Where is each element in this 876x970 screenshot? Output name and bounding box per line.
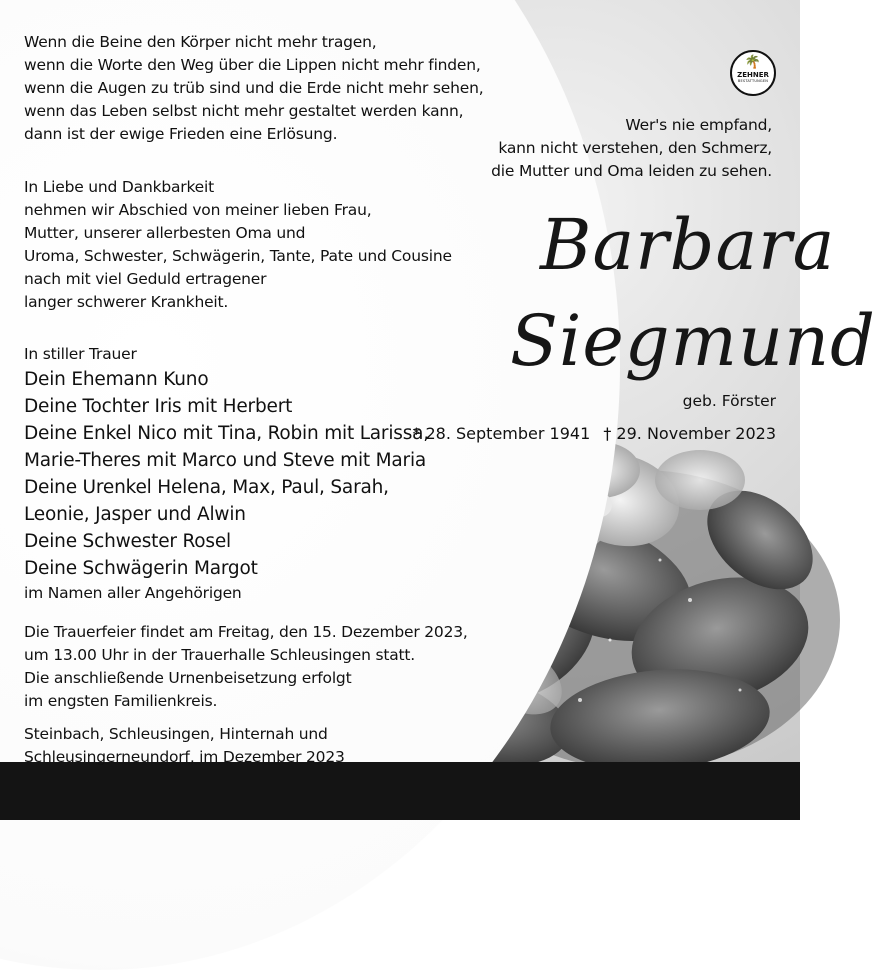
poem <box>24 31 483 146</box>
intro-line: nehmen wir Abschied von meiner lieben Frau, <box>24 201 372 219</box>
deceased-first-name: Barbara <box>540 204 836 286</box>
death-date: † 29. November 2023 <box>603 424 776 443</box>
quote-line: die Mutter und Oma leiden zu sehen. <box>491 162 772 180</box>
birth-date: * 28. September 1941 <box>412 424 591 443</box>
maiden-name: geb. Förster <box>682 392 776 410</box>
intro-line: langer schwerer Krankheit. <box>24 293 229 311</box>
service-line: Die Trauerfeier findet am Freitag, den 15. Dezember 2023, <box>24 623 468 641</box>
mourners-list <box>24 343 429 605</box>
mourners-closing: im Namen aller Angehörigen <box>24 584 242 602</box>
mourner-entry: Deine Schwester Rosel <box>24 531 231 552</box>
mourner-entry: Marie-Theres mit Marco und Steve mit Maria <box>24 450 427 471</box>
quote-line: Wer's nie empfand, <box>625 116 772 134</box>
poem-line: Wenn die Beine den Körper nicht mehr tragen, <box>24 33 377 51</box>
poem-line: wenn das Leben selbst nicht mehr gestaltet werden kann, <box>24 102 464 120</box>
poem-line: wenn die Worte den Weg über die Lippen nicht mehr finden, <box>24 56 481 74</box>
service-line: um 13.00 Uhr in der Trauerhalle Schleusingen statt. <box>24 646 415 664</box>
service-line: Die anschließende Urnenbeisetzung erfolgt <box>24 669 352 687</box>
funeral-home-logo <box>730 50 776 96</box>
place-line: Steinbach, Schleusingen, Hinternah und <box>24 725 328 743</box>
mourner-entry: Leonie, Jasper und Alwin <box>24 504 246 525</box>
mourner-entry: Deine Enkel Nico mit Tina, Robin mit Larissa, <box>24 423 429 444</box>
intro-line: In Liebe und Dankbarkeit <box>24 178 215 196</box>
place-and-date <box>24 723 345 769</box>
service-line: im engsten Familienkreis. <box>24 692 218 710</box>
mourner-entry: Deine Schwägerin Margot <box>24 558 258 579</box>
mourner-entry: Deine Urenkel Helena, Max, Paul, Sarah, <box>24 477 389 498</box>
funeral-service-info <box>24 621 468 713</box>
farewell-intro <box>24 176 452 314</box>
poem-line: wenn die Augen zu trüb sind und die Erde nicht mehr sehen, <box>24 79 484 97</box>
quote <box>491 114 772 183</box>
mourner-entry: Deine Tochter Iris mit Herbert <box>24 396 293 417</box>
intro-line: Mutter, unserer allerbesten Oma und <box>24 224 306 242</box>
poem-line: dann ist der ewige Frieden eine Erlösung. <box>24 125 338 143</box>
mourners-heading: In stiller Trauer <box>24 345 137 363</box>
intro-line: nach mit viel Geduld ertragener <box>24 270 267 288</box>
intro-line: Uroma, Schwester, Schwägerin, Tante, Pate und Cousine <box>24 247 452 265</box>
deceased-last-name: Siegmund <box>510 300 876 382</box>
bottom-black-bar <box>0 762 800 820</box>
palm-tree-icon: 🌴 <box>744 55 762 70</box>
mourner-entry: Dein Ehemann Kuno <box>24 369 209 390</box>
life-dates <box>404 424 776 443</box>
place-line: Schleusingerneundorf, im Dezember 2023 <box>24 748 345 766</box>
logo-text: ZEHNER <box>737 71 769 79</box>
logo-subtext: BESTATTUNGEN <box>737 79 769 83</box>
quote-line: kann nicht verstehen, den Schmerz, <box>498 139 772 157</box>
